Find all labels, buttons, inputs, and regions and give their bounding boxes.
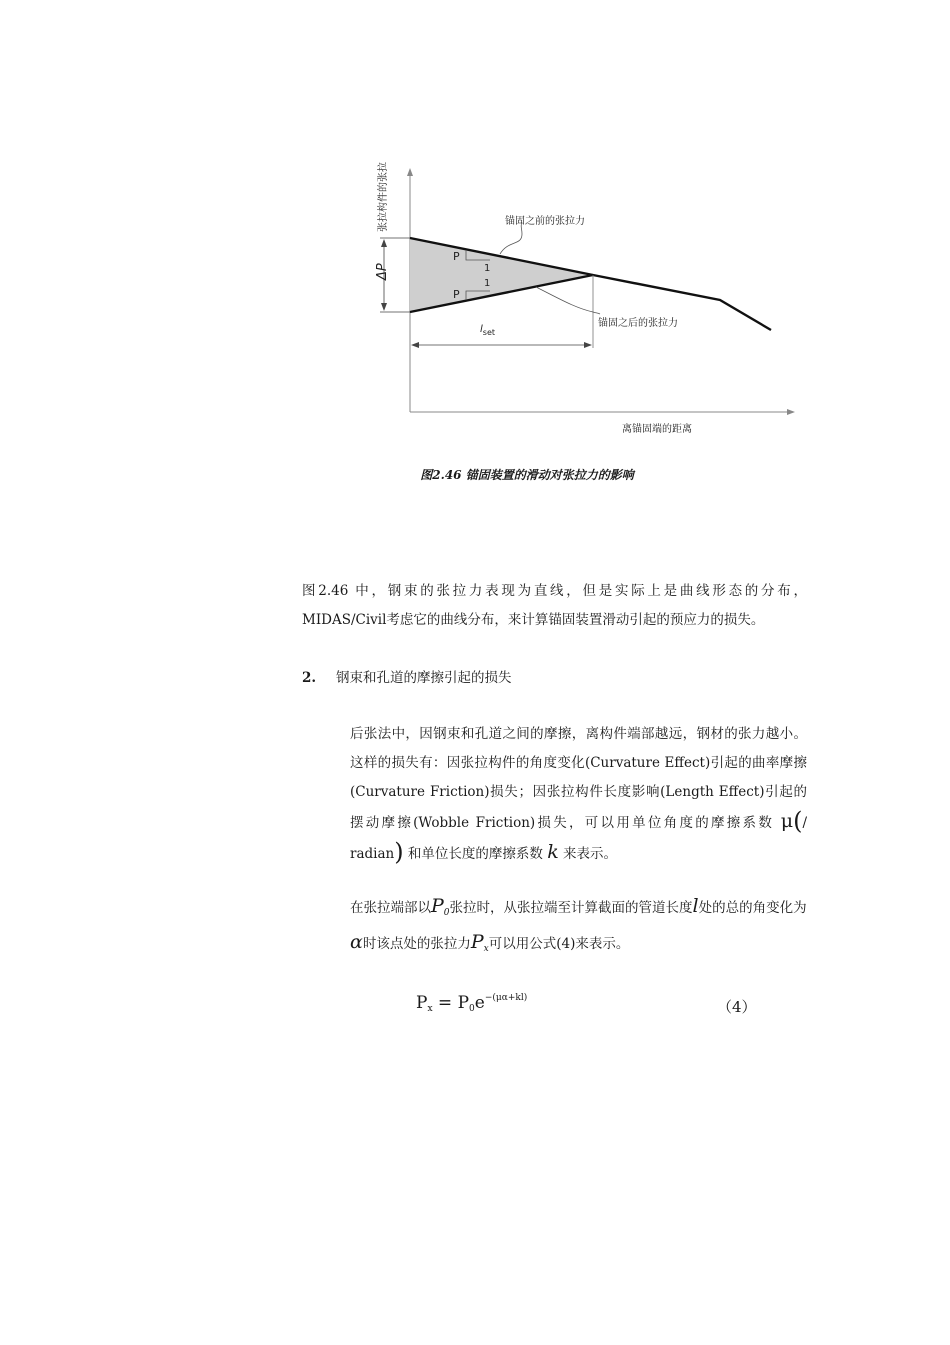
paragraph-3-text-4: 时该点处的张拉力	[362, 936, 471, 952]
p-label-upper: P	[453, 250, 460, 263]
delta-p-arrow-top	[381, 239, 387, 247]
before-anchor-label: 锚固之前的张拉力	[505, 216, 585, 227]
paragraph-2: 后张法中，因钢束和孔道之间的摩擦，离构件端部越远，钢材的张力越小。这样的损失有：因张拉构件的角度变化(Curvature Effect)引起的曲率摩擦(Curvature Friction)损失；因张拉构件长度影响(Length Effect)引起的摆动摩擦(Wobble Friction)损失，可以用单位角度的摩擦系数 μ(/ radian) 和单位长度的摩擦系数 k 来表示。	[350, 726, 807, 866]
p0-symbol: $P_0$	[431, 895, 450, 918]
after-anchor-leader	[536, 287, 600, 314]
lset-label: $l_{set}$	[480, 324, 496, 337]
section-number: 2.	[302, 670, 317, 686]
radian-unit: / radian	[350, 815, 807, 862]
section-title: 钢束和孔道的摩擦引起的损失	[336, 670, 512, 686]
px-symbol: $P_x$	[470, 931, 489, 954]
loss-region	[410, 238, 593, 312]
tension-loss-figure	[360, 150, 820, 450]
after-anchor-label: 锚固之后的张拉力	[598, 318, 678, 329]
mu-symbol: μ	[780, 810, 794, 832]
figure-caption: 图2.46 锚固装置的滑动对张拉力的影响	[420, 468, 634, 482]
paragraph-3-text-2: 张拉时，从张拉端至计算截面的管道长度	[449, 900, 693, 916]
lset-arrow-left	[411, 342, 419, 348]
delta-p-arrow-bottom	[381, 303, 387, 311]
delta-p-label: ΔP	[375, 263, 390, 280]
paragraph-3-text-5: 可以用公式(4)来表示。	[488, 936, 630, 952]
paragraph-3-text-1: 在张拉端部以	[350, 900, 431, 916]
p-label-lower: P	[453, 288, 460, 301]
x-axis-arrow	[787, 409, 795, 415]
alpha-symbol: α	[350, 931, 363, 953]
section-heading	[302, 666, 512, 686]
paragraph-2-text-a: 后张法中，因钢束和孔道之间的摩擦，离构件端部越远，钢材的张力越小。这样的损失有：因张拉构件的角度变化(Curvature Effect)引起的曲率摩擦(Curvature Friction)损失；因张拉构件长度影响(Length Effect)引起的摆动摩擦(Wobble Friction)损失，可以用单位角度的摩擦系数	[350, 726, 807, 831]
paragraph-2-text-b: 和单位长度的摩擦系数	[407, 846, 543, 862]
paragraph-3	[350, 892, 807, 964]
lset-arrow-right	[584, 342, 592, 348]
y-axis-arrow	[407, 168, 413, 176]
equation-4: $P_x = P_0e^{-(\mu\alpha+kl)}$	[416, 993, 528, 1014]
slope-label-lower: 1	[484, 278, 491, 289]
y-axis-label: 张拉构件的张拉	[378, 162, 389, 232]
paragraph-3-text-3: 处的总的角变化为	[698, 900, 807, 916]
k-symbol: k	[547, 841, 559, 863]
figure-svg	[360, 150, 820, 450]
l-symbol: l	[692, 895, 699, 917]
equation-number: （4）	[717, 998, 757, 1016]
slope-label-upper: 1	[484, 263, 491, 274]
paragraph-1: 图2.46 中，钢束的张拉力表现为直线，但是实际上是曲线形态的分布，MIDAS/Civil考虑它的曲线分布，来计算锚固装置滑动引起的预应力的损失。	[302, 583, 807, 628]
x-axis-label: 离锚固端的距离	[622, 424, 692, 435]
paragraph-2-text-c: 来表示。	[563, 846, 617, 862]
